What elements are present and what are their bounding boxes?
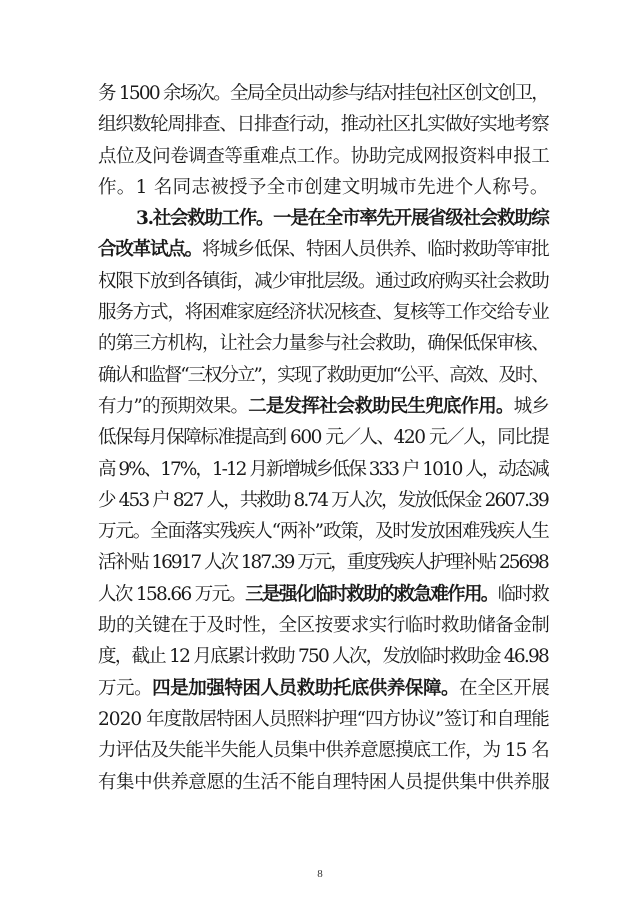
- paragraph-text: 高 9%、17%，1-12 月新增城乡低保 333 户 1010 人，动态减: [98, 458, 548, 480]
- text-line: [98, 203, 550, 234]
- text-line: [98, 297, 550, 328]
- paragraph-text: 务 1500 余场次。全局全员出动参与结对挂包社区创文创卫，: [98, 83, 549, 104]
- text-line: [98, 704, 550, 735]
- bold-heading-text: 3.社会救助工作。一是在全市率先开展省级社会救助综: [136, 208, 549, 230]
- paragraph-text: 确认和监督“三权分立”，实现了救助更加“公平、高效、及时、: [98, 364, 548, 386]
- paragraph-text: 2020 年度散居特困人员照料护理“四方协议”签订和自理能: [98, 708, 549, 730]
- paragraph-text: 活补贴 16917 人次 187.39 万元，重度残疾人护理补贴 25698: [98, 552, 548, 574]
- bold-heading-text: 四是加强特困人员救助托底供养保障。: [152, 677, 460, 699]
- paragraph-text: 在全区开展: [459, 677, 550, 699]
- text-line: [98, 234, 550, 265]
- paragraph-text: 少 453 户 827 人，共救助 8.74 万人次，发放低保金 2607.39: [98, 489, 548, 511]
- paragraph-text: 临时救: [497, 583, 549, 605]
- paragraph-text: 将城乡低保、特困人员供养、临时救助等审批: [202, 239, 549, 261]
- paragraph-text: 助的关键在于及时性，全区按要求实行临时救助储备金制: [98, 615, 550, 637]
- text-line: [98, 172, 550, 203]
- paragraph-text: 有力”的预期效果。: [98, 395, 249, 417]
- paragraph-text: 低保每月保障标准提高到 600 元／人、420 元／人，同比提: [98, 427, 549, 449]
- text-line: [98, 610, 550, 641]
- text-line: [98, 767, 550, 798]
- paragraph-text: 城乡: [513, 395, 549, 417]
- text-line: [98, 328, 550, 359]
- paragraph-text: 万元。全面落实残疾人“两补”政策，及时发放困难残疾人生: [98, 521, 549, 543]
- text-line: [98, 485, 550, 516]
- bold-heading-text: 合改革试点。: [98, 239, 202, 261]
- text-line: [98, 673, 550, 704]
- paragraph-text: 万元。: [98, 677, 153, 699]
- paragraph-text: 点位及问卷调查等重难点工作。协助完成网报资料申报工: [98, 145, 550, 167]
- text-line: [98, 109, 550, 140]
- text-line: [98, 547, 550, 578]
- paragraph-text: 作。1 名同志被授予全市创建文明城市先进个人称号。: [98, 176, 549, 198]
- text-line: [98, 641, 550, 672]
- text-line: [98, 735, 550, 766]
- paragraph-text: 有集中供养意愿的生活不能自理特困人员提供集中供养服: [98, 771, 550, 793]
- page-number: 8: [317, 868, 323, 880]
- body-text: [98, 78, 550, 798]
- text-line: [98, 360, 550, 391]
- paragraph-text: 组织数轮周排查、日排查行动，推动社区扎实做好实地考察: [98, 114, 549, 136]
- paragraph-text: 力评估及失能半失能人员集中供养意愿摸底工作，为 15 名: [98, 740, 549, 762]
- text-line: [98, 422, 550, 453]
- text-line: [98, 391, 550, 422]
- paragraph-text: 权限下放到各镇街，减少审批层级。通过政府购买社会救助: [98, 270, 549, 292]
- text-line: [98, 266, 550, 297]
- paragraph-text: 人次 158.66 万元。: [98, 583, 246, 605]
- text-line: [98, 579, 550, 610]
- paragraph-text: 服务方式，将困难家庭经济状况核查、复核等工作交给专业: [98, 302, 549, 324]
- text-line: [98, 141, 550, 172]
- text-line: [98, 78, 550, 109]
- text-line: [98, 516, 550, 547]
- bold-heading-text: 二是发挥社会救助民生兜底作用。: [248, 395, 514, 417]
- paragraph-text: 的第三方机构，让社会力量参与社会救助，确保低保审核、: [98, 333, 549, 355]
- bold-heading-text: 三是强化临时救助的救急难作用。: [245, 583, 498, 605]
- paragraph-text: 度，截止 12 月底累计救助 750 人次，发放临时救助金 46.98: [98, 646, 549, 668]
- text-line: [98, 454, 550, 485]
